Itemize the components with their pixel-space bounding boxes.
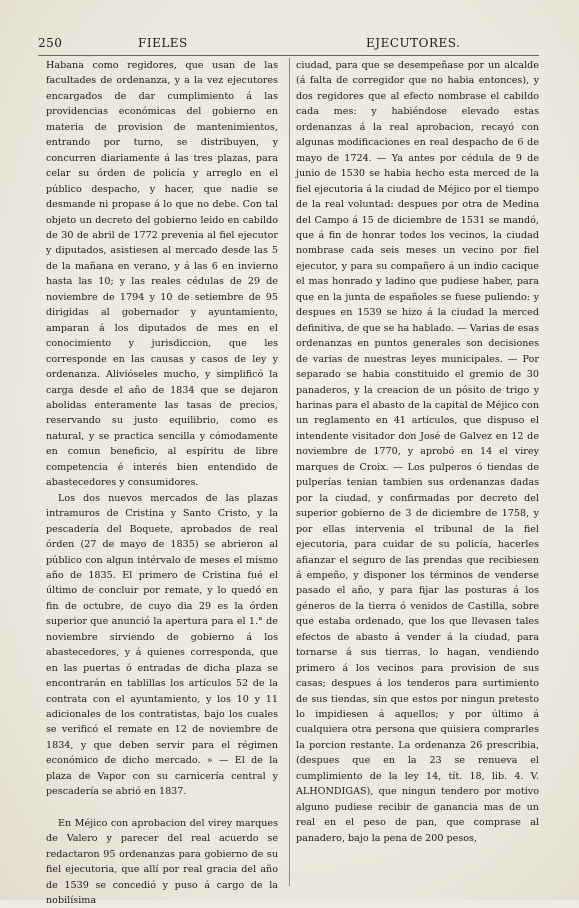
header-title-left: FIELES [138, 36, 188, 50]
left-paragraph-2: Los dos nuevos mercados de las plazas intramuros de Cristina y Santo Cristo, y la pescadería del Boquete, aprobados de real órden (27 de mayo de 1835) se abrieron al público con algun intérvalo de meses el mismo año de 1835. El primero de Cristina fué el último de concluir por remate, y lo quedó en fin de octubre, de cuyo dia 29 es la órden superior que anunció la apertura para el 1.° de noviembre sirviendo de gobierno á los abastecedores, y á quienes corresponda, que en las puertas ó entradas de dicha plaza se encontrarán en tablillas los artículos 52 de la contrata con el ayuntamiento, y los 10 y 11 adicionales de los contratistas, bajo los cuales se verificó el remate en 12 de noviembre de 1834, y que deben servir para el régimen económico de dicho mercado. » — El de la plaza de Vapor con su carnicería central y pescadería se abrió en 1837. [46, 492, 278, 798]
page-number: 250 [38, 36, 63, 50]
left-paragraph-1: Habana como regidores, que usan de las facultades de ordenanza, y a la vez ejecutores encargados de dar cumplimiento á las providencias económicas del gobierno en materia de provision de mantenimientos, entrando por turno, se distribuyen, y concurren diariamente á las tres plazas, para celar su órden de policía y arreglo en el público despacho, y hacer, que nadie se desmande ni propase á lo que no debe. Con tal objeto un decreto del gobierno leido en cabildo de 30 de abril de 1772 prevenia al fiel ejecutor y diputados, asistiesen al mercado desde las 5 de la mañana en verano, y á las 6 en invierno hasta las 10; y las reales cédulas de 29 de noviembre de 1794 y 10 de setiembre de 95 dirigidas al gobernador y ayuntamiento, amparan á los diputados de mes en el conocimiento y jurisdiccion, que les corresponde en las causas y casos de ley y ordenanza. Alivióseles mucho, y simplificó la carga desde el año de 1834 que se dejaron abolidas enteramente las tasas de precios, reservando su justo equilibrio, como es natural, y se practica sencilla y cómodamente en comun beneficio, al espíritu de libre competencia é interés bien entendido de abastecedores y consumidores. [46, 60, 278, 489]
left-paragraph-3: En Méjico con aprobacion del virey marques de Valero y parecer del real acuerdo se redactaron 95 ordenanzas para gobierno de su fiel ejecutoria, que allí por real gracia del año de 1539 se concedió y puso á cargo de la nobilísima [46, 817, 278, 907]
right-column [289, 58, 539, 886]
running-header [38, 36, 539, 54]
right-paragraph-1: ciudad, para que se desempeñase por un alcalde (á falta de corregidor que no habia entonces), y dos regidores que al efecto nombrase el cabildo cada mes: y habiéndose elevado estas ordenanzas á la real aprobacion, recayó con algunas modificaciones en real despacho de 6 de mayo de 1724. — Ya antes por cédula de 9 de junio de 1530 se habia hecho esta merced de la fiel ejecutoria á la ciudad de Méjico por el tiempo de la real voluntad: despues por otra de Medina del Campo á 15 de diciembre de 1531 se mandó, que á fin de honrar todos los vecinos, la ciudad nombrase cada seis meses un vecino por fiel ejecutor, y para su compañero á un indio cacique el mas honrado y ladino que pudiese haber, para que en la junta de españoles se fuese puliendo: y despues en 1539 se hizo á la ciudad la merced definitiva, de que se ha hablado. — Varias de esas ordenanzas en puntos generales son decisiones de varias de nuestras leyes municipales. — Por separado se habia constituido el gremio de 30 panaderos, y la creacion de un pósito de trigo y harinas para el abasto de la capital de Méjico con un reglamento en 41 artículos, que dispuso el intendente visitador don José de Galvez en 12 de noviembre de 1770, y aprobó en 14 el virey marques de Croix. — Los pulperos ó tiendas de pulperías tenian tambien sus ordenanzas dadas por la ciudad, y confirmadas por decreto del superior gobierno de 3 de diciembre de 1758, y por ellas intervenia el tribunal de la fiel ejecutoria, para cuidar de su policía, hacerles afianzar el seguro de las prendas que recibiesen á empeño, y disponer los términos de venderse pasado el año, y para fijar las posturas á los géneros de la tierra ó venidos de Castilla, sobre que estaba ordenado, que los que llevasen tales efectos de abasto á vender á la ciudad, para tornarse á sus tierras, lo hagan, vendiendo primero á los vecinos para provision de sus casas; despues á los tenderos para surtimiento de sus tiendas, sin que estos por ningun pretesto lo impidiesen á aquellos; y por último á cualquiera otra persona que quisiera comprarles la porcion restante. La ordenanza 26 prescribia, (despues que en la 23 se renueva el cumplimiento de la ley 14, tít. 18, lib. 4. V. ALHONDIGAS), que ningun tendero por motivo alguno pudiese recibir de ganancia mas de un real en el peso de pan, que comprase al panadero, bajo la pena de 200 pesos, [296, 60, 539, 844]
header-title-right: EJECUTORES. [366, 36, 461, 50]
header-rule [38, 55, 539, 56]
left-column [46, 58, 278, 907]
